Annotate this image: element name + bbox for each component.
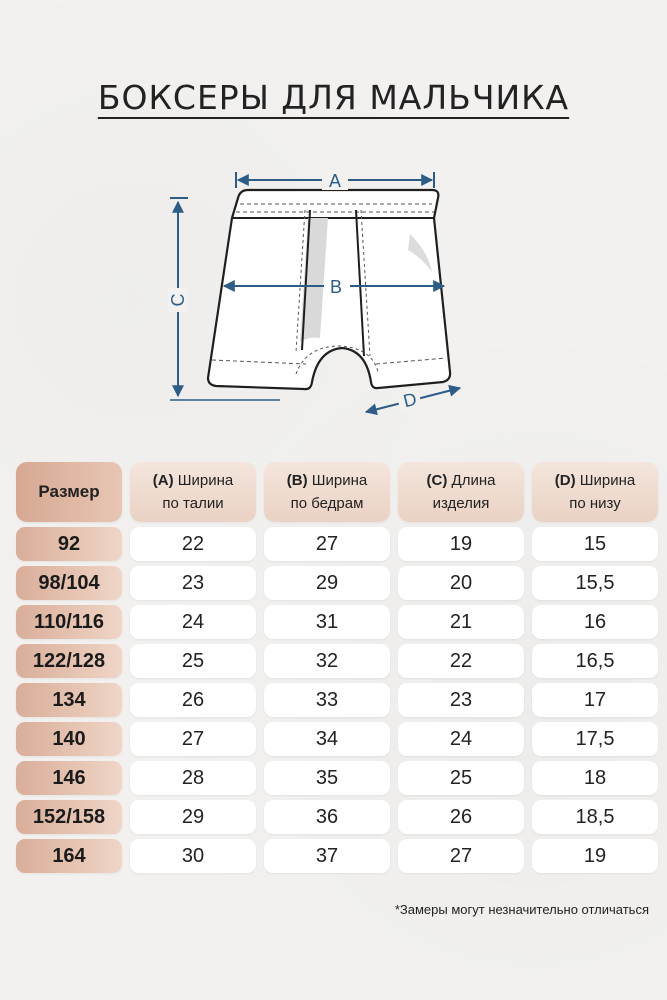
size-cell: 146 xyxy=(16,761,122,795)
size-cell: 122/128 xyxy=(16,644,122,678)
table-header-row xyxy=(16,462,660,522)
header-col-c xyxy=(398,462,524,522)
leg-cell: 19 xyxy=(532,839,658,873)
length-cell: 27 xyxy=(398,839,524,873)
header-col-c-line2: изделия xyxy=(432,495,490,512)
leg-cell: 18 xyxy=(532,761,658,795)
leg-cell: 15 xyxy=(532,527,658,561)
size-cell: 152/158 xyxy=(16,800,122,834)
boxers-diagram xyxy=(160,160,480,430)
hip-cell: 37 xyxy=(264,839,390,873)
header-col-b-line2: по бедрам xyxy=(290,495,364,512)
size-cell: 92 xyxy=(16,527,122,561)
waist-cell: 25 xyxy=(130,644,256,678)
size-cell: 98/104 xyxy=(16,566,122,600)
length-cell: 22 xyxy=(398,644,524,678)
hip-cell: 33 xyxy=(264,683,390,717)
label-a: A xyxy=(328,171,342,191)
label-d: D xyxy=(401,388,419,412)
leg-cell: 18,5 xyxy=(532,800,658,834)
header-col-c-letter: (C) xyxy=(426,472,448,489)
header-col-a-letter: (A) xyxy=(152,472,174,489)
table-row xyxy=(16,722,660,756)
table-row xyxy=(16,683,660,717)
waist-cell: 24 xyxy=(130,605,256,639)
header-col-d-line2: по низу xyxy=(569,495,621,512)
length-cell: 25 xyxy=(398,761,524,795)
waist-cell: 29 xyxy=(130,800,256,834)
title-text: БОКСЕРЫ ДЛЯ МАЛЬЧИКА xyxy=(97,78,570,117)
leg-cell: 17,5 xyxy=(532,722,658,756)
size-cell: 110/116 xyxy=(16,605,122,639)
header-col-d xyxy=(532,462,658,522)
waist-cell: 27 xyxy=(130,722,256,756)
hip-cell: 32 xyxy=(264,644,390,678)
table-row xyxy=(16,566,660,600)
length-cell: 23 xyxy=(398,683,524,717)
size-cell: 140 xyxy=(16,722,122,756)
waist-cell: 28 xyxy=(130,761,256,795)
size-table xyxy=(16,462,660,878)
size-cell: 164 xyxy=(16,839,122,873)
hip-cell: 29 xyxy=(264,566,390,600)
length-cell: 21 xyxy=(398,605,524,639)
table-row xyxy=(16,800,660,834)
leg-cell: 16,5 xyxy=(532,644,658,678)
leg-cell: 16 xyxy=(532,605,658,639)
page-title xyxy=(0,78,667,117)
header-col-d-line1: Ширина xyxy=(579,472,636,489)
table-row xyxy=(16,839,660,873)
header-size: Размер xyxy=(16,462,122,522)
table-row xyxy=(16,527,660,561)
waist-cell: 26 xyxy=(130,683,256,717)
length-cell: 20 xyxy=(398,566,524,600)
header-col-c-line1: Длина xyxy=(451,472,496,489)
waist-cell: 30 xyxy=(130,839,256,873)
waist-cell: 23 xyxy=(130,566,256,600)
table-row xyxy=(16,605,660,639)
leg-cell: 17 xyxy=(532,683,658,717)
header-col-b xyxy=(264,462,390,522)
table-row xyxy=(16,644,660,678)
hip-cell: 34 xyxy=(264,722,390,756)
hip-cell: 27 xyxy=(264,527,390,561)
footnote: *Замеры могут незначительно отличаться xyxy=(394,902,649,917)
hip-cell: 31 xyxy=(264,605,390,639)
length-cell: 24 xyxy=(398,722,524,756)
header-col-b-letter: (B) xyxy=(286,472,308,489)
length-cell: 26 xyxy=(398,800,524,834)
leg-cell: 15,5 xyxy=(532,566,658,600)
waist-cell: 22 xyxy=(130,527,256,561)
size-cell: 134 xyxy=(16,683,122,717)
header-col-d-letter: (D) xyxy=(554,472,576,489)
table-row xyxy=(16,761,660,795)
length-cell: 19 xyxy=(398,527,524,561)
header-col-a xyxy=(130,462,256,522)
hip-cell: 36 xyxy=(264,800,390,834)
hip-cell: 35 xyxy=(264,761,390,795)
label-b: B xyxy=(329,277,343,297)
header-col-a-line2: по талии xyxy=(162,495,224,512)
header-col-a-line1: Ширина xyxy=(177,472,234,489)
label-c: C xyxy=(168,293,188,307)
header-col-b-line1: Ширина xyxy=(311,472,368,489)
